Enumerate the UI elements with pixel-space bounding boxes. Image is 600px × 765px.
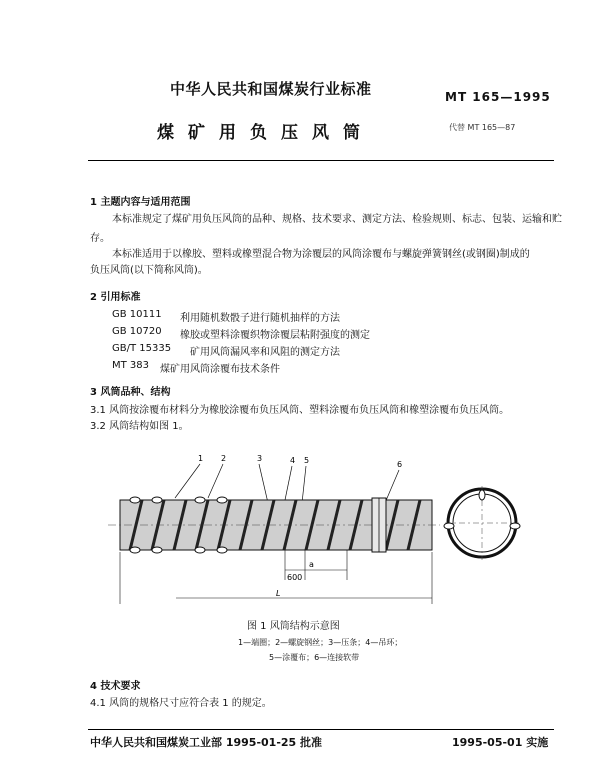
ref-title: 橡胶或塑料涂覆织物涂覆层粘附强度的测定 (180, 330, 370, 341)
effective-date: 1995-05-01 实施 (452, 736, 549, 749)
section-2-heading: 2 引用标准 (90, 292, 141, 303)
header-divider (88, 160, 554, 161)
replaces-note: 代替 MT 165—87 (449, 123, 516, 132)
ref-code: GB 10111 (112, 309, 162, 320)
callout-1: 1 (198, 454, 204, 463)
dimension-600: 600 (287, 573, 303, 582)
standard-code: MT 165—1995 (445, 90, 551, 104)
section-4-item-1: 4.1 风筒的规格尺寸应符合表 1 的规定。 (90, 698, 272, 709)
section-1-heading: 1 主题内容与适用范围 (90, 197, 191, 208)
figure-caption: 图 1 风筒结构示意图 (247, 621, 340, 632)
ref-code: GB 10720 (112, 326, 162, 337)
duct-body (108, 497, 440, 553)
ref-title: 利用随机数骰子进行随机抽样的方法 (180, 313, 340, 324)
ref-code: MT 383 (112, 360, 150, 371)
callout-4: 4 (290, 456, 296, 465)
figure-legend-line-1: 1—端圈；2—螺旋钢丝；3—压条；4—吊环； (238, 638, 403, 647)
section-1-para-1-cont: 存。 (90, 233, 110, 244)
callout-3: 3 (257, 454, 263, 463)
section-3-heading: 3 风筒品种、结构 (90, 387, 171, 398)
footer-divider (88, 729, 554, 730)
figure-legend-line-2: 5—涂覆布；6—连接软带 (269, 653, 360, 662)
dimension-a: a (309, 560, 314, 569)
section-3-item-2: 3.2 风筒结构如图 1。 (90, 421, 189, 432)
section-3-item-1: 3.1 风筒按涂覆布材料分为橡胶涂覆布负压风筒、塑料涂覆布负压风筒和橡塑涂覆布负压风筒。 (90, 405, 510, 416)
section-1-para-2: 本标准适用于以橡胶、塑料或橡塑混合物为涂覆层的风筒涂覆布与螺旋弹簧钢丝(或钢圈)制成的 (112, 249, 530, 260)
section-4-heading: 4 技术要求 (90, 681, 141, 692)
section-1-para-1: 本标准规定了煤矿用负压风筒的品种、规格、技术要求、测定方法、检验规则、标志、包装、运输和贮 (112, 214, 562, 225)
document-title: 煤矿用负压风筒 (157, 123, 374, 143)
section-1-para-2-cont: 负压风筒(以下简称风筒)。 (90, 265, 208, 276)
ref-title: 矿用风筒漏风率和风阻的测定方法 (190, 347, 340, 358)
dimension-L: L (276, 589, 281, 598)
issuing-organization: 中华人民共和国煤炭行业标准 (170, 80, 372, 98)
callout-5: 5 (304, 456, 310, 465)
callout-6: 6 (397, 460, 403, 469)
figure-1-duct-structure (90, 448, 560, 620)
duct-cross-section (444, 486, 520, 560)
callout-2: 2 (221, 454, 227, 463)
approval-note: 中华人民共和国煤炭工业部 1995-01-25 批准 (90, 736, 323, 749)
ref-title: 煤矿用风筒涂覆布技术条件 (160, 364, 280, 375)
ref-code: GB/T 15335 (112, 343, 172, 354)
